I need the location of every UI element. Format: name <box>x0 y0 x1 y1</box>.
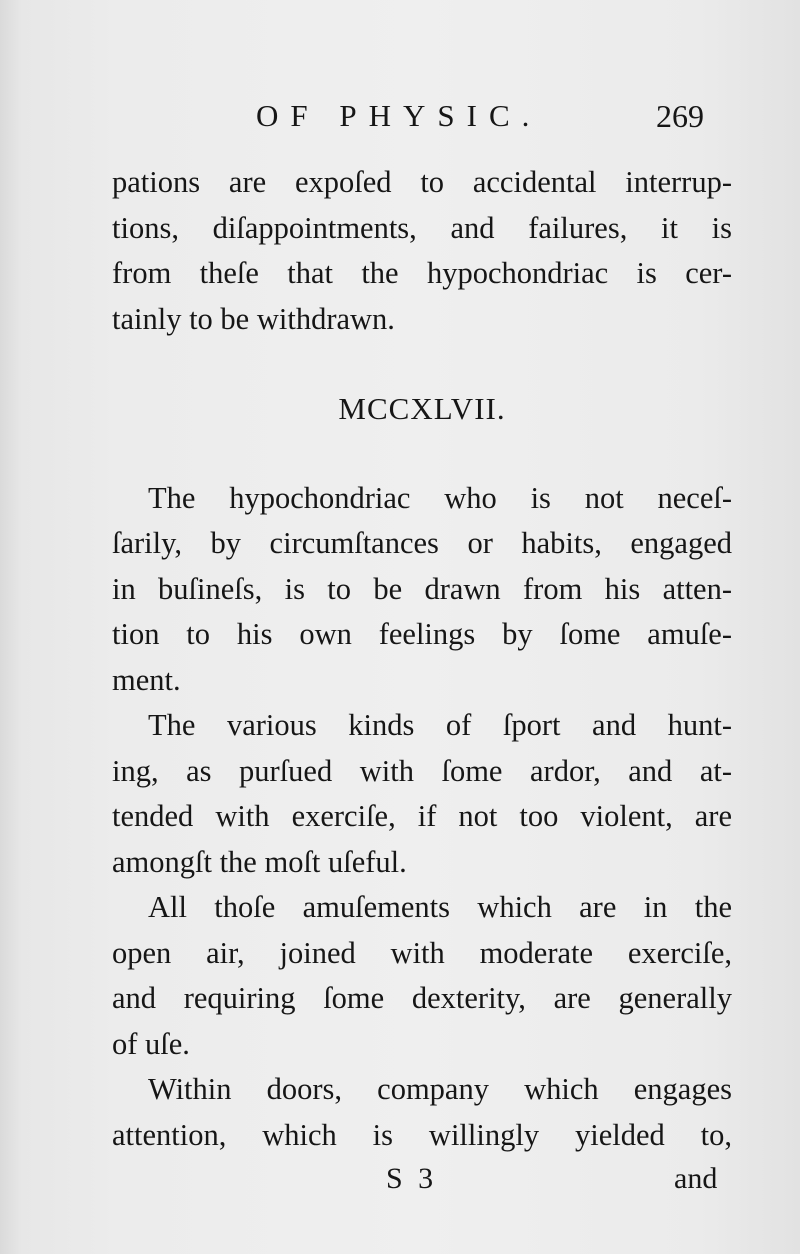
page-footer <box>0 1162 800 1202</box>
text-line: from theſe that the hypochondriac is cer- <box>112 256 732 290</box>
text-line: The hypochondriac who is not neceſ- <box>148 480 732 515</box>
text-line: of uſe. <box>112 1026 190 1061</box>
paragraph-sport-hunting <box>112 703 732 885</box>
text-line: tion to his own feelings by ſome amuſe- <box>112 617 732 651</box>
page-number: 269 <box>656 98 704 134</box>
body-text <box>112 160 732 1158</box>
text-line: The various kinds of ſport and hunt- <box>148 708 732 742</box>
text-line: ment. <box>112 662 181 697</box>
text-line: tions, diſappointments, and failures, it is <box>112 210 732 245</box>
paragraph-continuation <box>112 160 732 342</box>
text-line: ing, as purſued with ſome ardor, and at- <box>112 753 732 788</box>
text-line: open air, joined with moderate exerciſe, <box>112 935 732 970</box>
text-line: pations are expoſed to accidental interrup- <box>112 165 732 199</box>
text-line: amongſt the moſt uſeful. <box>112 844 407 879</box>
paragraph-within-doors <box>112 1067 732 1158</box>
text-line: Within doors, company which engages <box>148 1072 732 1106</box>
text-line: ſarily, by circumſtances or habits, engaged <box>112 526 732 560</box>
text-line: All thoſe amuſements which are in the <box>148 890 732 924</box>
text-line: tainly to be withdrawn. <box>112 301 395 336</box>
catchword: and <box>674 1162 718 1195</box>
paragraph-open-air <box>112 885 732 1067</box>
text-line: in buſineſs, is to be drawn from his atten- <box>112 571 732 606</box>
text-line: tended with exerciſe, if not too violent, are <box>112 799 732 833</box>
page-header <box>0 98 800 138</box>
text-line: attention, which is willingly yielded to, <box>112 1117 732 1152</box>
signature-mark: S 3 <box>386 1162 438 1195</box>
section-number: MCCXLVII. <box>338 391 506 426</box>
text-line: and requiring ſome dexterity, are generally <box>112 981 732 1015</box>
running-head: OF PHYSIC. <box>256 98 542 133</box>
paragraph-hypochondriac-amusement <box>112 476 732 704</box>
